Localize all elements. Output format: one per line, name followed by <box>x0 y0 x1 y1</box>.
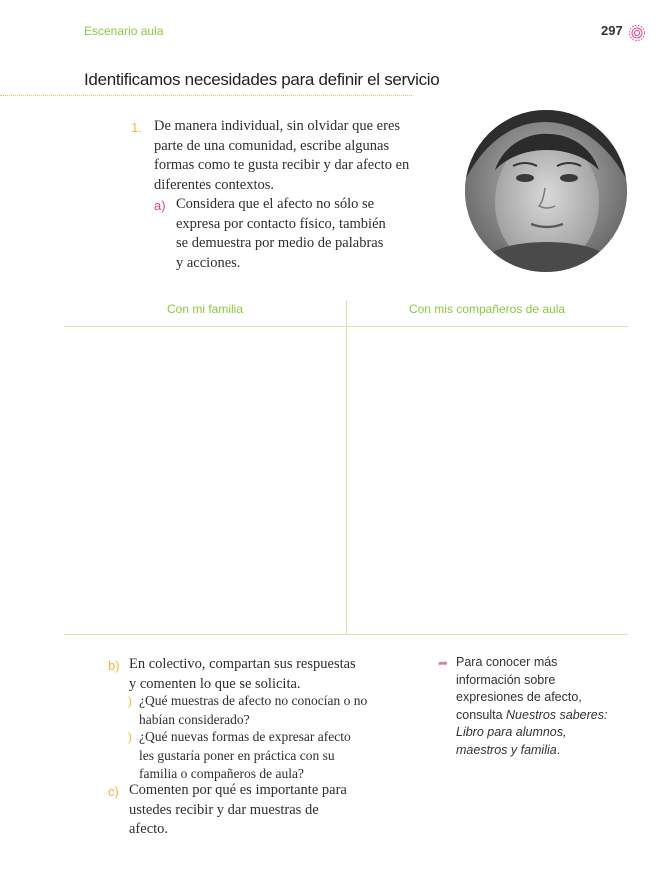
sub-question-line: familia o compañeros de aula? <box>139 766 304 781</box>
item-1a-line: Considera que el afecto no sólo se <box>176 196 375 212</box>
item-c-line: afecto. <box>129 821 169 837</box>
item-c-line: Comenten por qué es importante para <box>129 782 347 798</box>
item-c-line: ustedes recibir y dar muestras de <box>129 801 319 818</box>
book-title: Libro para alumnos, <box>456 725 567 739</box>
column-header-classmates: Con mis compañeros de aula <box>408 302 566 316</box>
reference-note <box>456 654 646 759</box>
note-text: . <box>556 742 561 757</box>
note-line <box>456 742 646 760</box>
sub-question-line: ¿Qué muestras de afecto no conocían o no <box>139 693 368 708</box>
book-title: Nuestros saberes: <box>506 707 608 722</box>
note-line <box>456 724 646 742</box>
item-c-text <box>129 781 347 840</box>
section-name: Escenario aula <box>84 24 164 38</box>
sub-question-line: ¿Qué nuevas formas de expresar afecto <box>139 729 351 744</box>
note-line: información sobre <box>456 672 556 687</box>
sub-question-1 <box>139 692 367 729</box>
item-1-number: 1. <box>131 120 142 135</box>
note-line <box>456 707 646 725</box>
sub-question-line: habían considerado? <box>139 711 250 727</box>
note-line: expresiones de afecto, <box>456 690 582 704</box>
child-portrait-image <box>465 110 627 272</box>
note-text: consulta <box>456 707 507 722</box>
table-bottom-rule <box>64 634 628 635</box>
family-answer-area[interactable] <box>64 327 346 634</box>
item-1a-line: se demuestra por medio de palabras <box>176 235 384 251</box>
flower-icon <box>628 24 646 42</box>
arrow-icon: ➦ <box>438 656 449 670</box>
item-b-text <box>129 655 356 694</box>
book-title: maestros y familia <box>456 742 557 757</box>
title-underline <box>0 95 412 96</box>
classmates-answer-area[interactable] <box>347 327 628 634</box>
item-1-line: De manera individual, sin olvidar que eres <box>154 118 401 134</box>
item-1a-line: expresa por contacto físico, también <box>176 215 386 232</box>
sub-question-marker: ) <box>128 730 132 744</box>
item-1-line: diferentes contextos. <box>154 176 274 193</box>
item-1-line: parte de una comunidad, escribe algunas <box>154 137 390 154</box>
item-1a-marker: a) <box>154 198 166 213</box>
item-c-marker: c) <box>108 784 119 799</box>
item-1a-line: y acciones. <box>176 254 241 271</box>
sub-question-2 <box>139 728 351 784</box>
item-b-line: En colectivo, compartan sus respuestas <box>129 656 356 672</box>
sub-question-marker: ) <box>128 694 132 708</box>
item-b-line: y comenten lo que se solicita. <box>129 675 301 692</box>
column-header-family: Con mi familia <box>166 302 244 316</box>
sub-question-line: les gustaría poner en práctica con su <box>139 747 335 763</box>
item-1-text <box>154 117 409 195</box>
item-b-marker: b) <box>108 658 120 673</box>
item-1a-text <box>176 195 386 273</box>
page-title: Identificamos necesidades para definir el servicio <box>84 70 440 89</box>
item-1-line: formas como te gusta recibir y dar afecto en <box>154 157 410 173</box>
page-number: 297 <box>601 23 623 38</box>
note-line: Para conocer más <box>456 655 558 669</box>
